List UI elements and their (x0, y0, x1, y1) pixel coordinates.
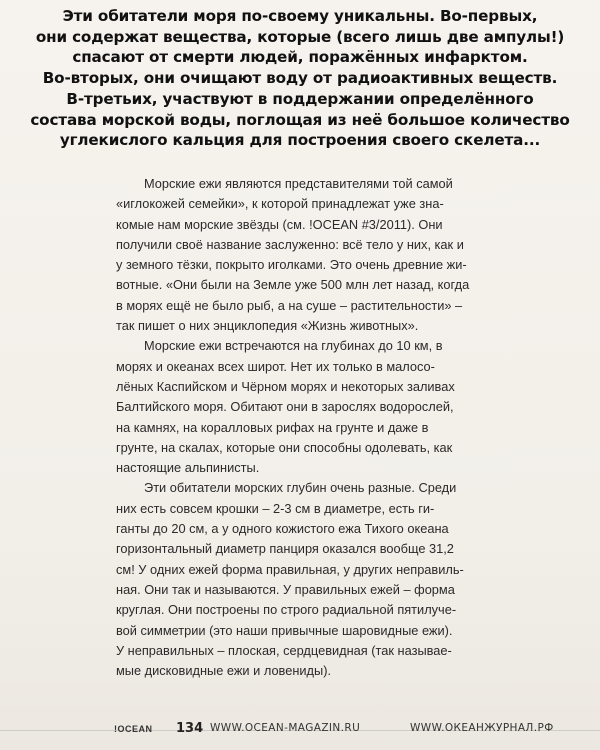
website-cyrillic-link[interactable]: WWW.ОКЕАНЖУРНАЛ.РФ (410, 722, 554, 734)
lead-line: углекислого кальция для построения своего скелета... (59, 131, 541, 150)
body-line: вой симметрии (это наши привычные шаровидные ежи). (116, 622, 453, 638)
magazine-logo: !OCEAN (114, 724, 153, 734)
lead-line: состава морской воды, поглощая из неё большое количество (30, 110, 570, 129)
body-line: «иглокожей семейки», к которой принадлежат уже зна- (116, 196, 444, 212)
article-body (116, 174, 488, 681)
body-line: настоящие альпинисты. (116, 460, 260, 476)
lead-line: они содержат вещества, которые (всего лишь две ампулы!) (35, 27, 565, 46)
body-line: Эти обитатели морских глубин очень разные. Среди (144, 480, 457, 496)
body-line: лёных Каспийском и Чёрном морях и некоторых заливах (116, 378, 455, 394)
website-latin-link[interactable]: WWW.OCEAN-MAGAZIN.RU (210, 722, 361, 734)
body-line: Морские ежи встречаются на глубинах до 10 км, в (144, 338, 443, 354)
body-line: на камнях, на коралловых рифах на грунте и даже в (116, 419, 429, 435)
body-line: у земного тёзки, покрыто иголками. Это очень древние жи- (116, 257, 467, 273)
body-line: комые нам морские звёзды (см. !OCEAN #3/2011). Они (116, 216, 443, 232)
lead-line: Эти обитатели моря по-своему уникальны. Во-первых, (62, 7, 538, 25)
body-line: мые дисковидные ежи и ловениды). (116, 663, 332, 679)
body-line: Балтийского моря. Обитают они в зарослях водорослей, (116, 399, 454, 415)
body-line: них есть совсем крошки – 2-3 см в диаметре, есть ги- (116, 500, 435, 516)
body-line: получили своё название заслуженно: всё тело у них, как и (116, 236, 464, 252)
body-line: грунте, на скалах, которые они способны одолевать, как (116, 439, 453, 455)
lead-line: В-третьих, участвуют в поддержании определённого (66, 89, 534, 108)
page-footer (0, 716, 600, 750)
lead-line: Во-вторых, они очищают воду от радиоактивных веществ. (42, 69, 558, 88)
body-line: см! У одних ежей форма правильная, у других неправиль- (116, 561, 464, 577)
page-number: 134 (176, 721, 204, 736)
body-line: горизонтальный диаметр панциря оказался вообще 31,2 (116, 541, 454, 557)
body-line: в морях ещё не было рыб, а на суше – растительности» – (116, 297, 463, 313)
body-line: морях и океанах всех широт. Нет их только в малосо- (116, 358, 435, 374)
lead-line: спасают от смерти людей, поражённых инфарктом. (72, 48, 528, 67)
lead-paragraph (8, 6, 592, 151)
body-line: Морские ежи являются представителями той самой (144, 176, 453, 191)
body-line: так пишет о них энциклопедия «Жизнь животных». (116, 318, 419, 334)
body-line: вотные. «Они были на Земле уже 500 млн лет назад, когда (116, 277, 470, 293)
body-line: У неправильных – плоская, сердцевидная (так называе- (116, 642, 452, 658)
body-line: ная. Они так и называются. У правильных ежей – форма (116, 581, 455, 597)
body-line: ганты до 20 см, а у одного кожистого ежа Тихого океана (116, 521, 449, 537)
body-line: круглая. Они построены по строго радиальной пятилуче- (116, 602, 457, 618)
